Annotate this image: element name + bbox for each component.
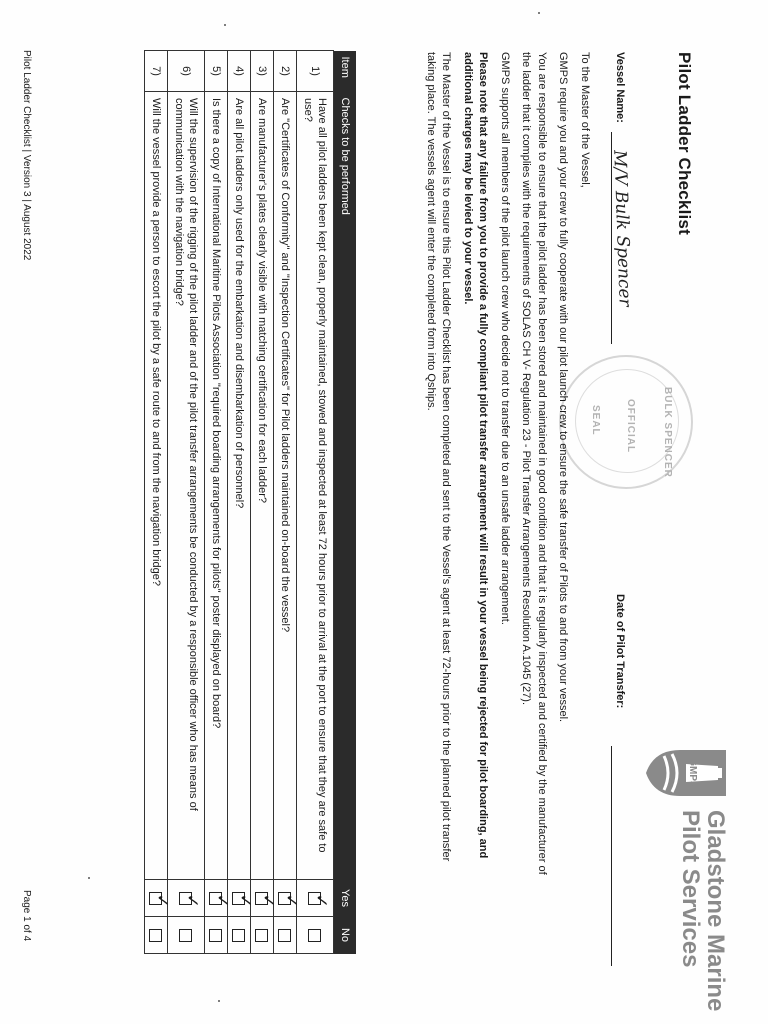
no-checkbox[interactable] — [278, 929, 291, 942]
checkmark-icon: ✓ — [258, 893, 279, 908]
item-number: 3) — [251, 51, 274, 92]
no-checkbox[interactable] — [209, 929, 222, 942]
item-number: 4) — [228, 51, 251, 92]
intro-paragraph: GMPS supports all members of the pilot launch crew who decide not to transfer due to an unsafe ladder arrangement. — [499, 52, 511, 625]
yes-checkbox[interactable] — [255, 892, 279, 908]
scan-speck — [538, 12, 540, 14]
checkmark-icon: ✓ — [235, 893, 256, 908]
yes-cell — [205, 880, 233, 917]
checkmark-icon: ✓ — [212, 893, 233, 908]
transfer-date-line — [611, 746, 612, 966]
gmps-logo — [626, 744, 736, 1012]
table-row — [274, 51, 297, 954]
table-row — [168, 51, 205, 954]
no-cell — [228, 917, 251, 954]
checklist-rows — [145, 51, 334, 954]
check-description: Are "Certificates of Conformity" and "Inspection Certificates" for Pilot ladders maintained on-board the vessel? — [274, 92, 297, 880]
page-number: Page 1 of 4 — [21, 890, 32, 942]
check-description: Are all pilot ladders only used for the embarkation and disembarkation of personnel? — [228, 92, 251, 880]
check-description: Are manufacturer's plates clearly visible with matching certification for each ladder? — [251, 92, 274, 880]
column-header-yes: Yes — [334, 880, 357, 917]
vessel-name-label: Vessel Name: — [614, 52, 626, 123]
yes-cell — [297, 880, 334, 917]
warning-paragraph: Please note that any failure from you to provide a fully compliant pilot transfer arrangement will result in your vessel being rejected for pilot boarding, and additional charges may be levied to your vessel. — [462, 52, 490, 859]
svg-text:GMPS: GMPS — [687, 758, 698, 788]
brand-name — [678, 810, 728, 1010]
intro-text — [417, 52, 593, 892]
scan-speck — [88, 877, 90, 879]
check-description: Will the supervision of the rigging of the pilot ladder and of the pilot transfer arrangements be conducted by a responsible officer who has means of communication with the navigation bridge? — [168, 92, 205, 880]
table-row — [228, 51, 251, 954]
scan-speck — [218, 1000, 220, 1002]
checkmark-icon: ✓ — [182, 893, 203, 908]
item-number: 7) — [145, 51, 168, 92]
yes-checkbox[interactable] — [278, 892, 302, 908]
table-header-row — [334, 51, 357, 954]
brand-line-1: Gladstone Marine — [702, 810, 729, 1012]
checklist-table — [144, 50, 356, 954]
no-cell — [168, 917, 205, 954]
table-row — [297, 51, 334, 954]
item-number: 1) — [297, 51, 334, 92]
yes-checkbox[interactable] — [232, 892, 256, 908]
transfer-date-label: Date of Pilot Transfer: — [614, 594, 626, 709]
no-cell — [274, 917, 297, 954]
page-title: Pilot Ladder Checklist — [675, 52, 694, 235]
yes-checkbox[interactable] — [179, 892, 203, 908]
vessel-name-value[interactable]: M/V Bulk Spencer — [609, 149, 635, 307]
checkmark-icon: ✓ — [311, 893, 332, 908]
checkmark-icon: ✓ — [281, 893, 302, 908]
intro-paragraph: You are responsible to ensure that the pilot ladder has been stored and maintained in good condition and that it is regularly inspected and certified by the manufacturer of the ladder that it complies with the requirements of SOLAS CH V- Regulation 23 - Pilot Transfer Arrangements Resolution A.1045 (27). — [520, 52, 548, 875]
no-checkbox[interactable] — [179, 929, 192, 942]
no-cell — [205, 917, 228, 954]
yes-checkbox[interactable] — [308, 892, 332, 908]
no-checkbox[interactable] — [255, 929, 268, 942]
item-number: 2) — [274, 51, 297, 92]
item-number: 5) — [205, 51, 228, 92]
no-cell — [251, 917, 274, 954]
no-checkbox[interactable] — [149, 929, 162, 942]
checkmark-icon: ✓ — [152, 893, 173, 908]
column-header-checks: Checks to be performed — [334, 92, 357, 880]
stamp-text: SEAL — [590, 405, 601, 436]
table-row — [205, 51, 228, 954]
stamp-text: BULK SPENCER — [662, 387, 673, 478]
check-description: Is there a copy of International Maritime Pilots Association "required boarding arrangements for pilots" poster displayed on board? — [205, 92, 228, 880]
column-header-item: Item — [334, 51, 357, 92]
yes-checkbox[interactable] — [209, 892, 233, 908]
salutation: To the Master of the Vessel, — [579, 52, 591, 188]
stamp-text: OFFICIAL — [625, 399, 636, 454]
footer-version: Pilot Ladder Checklist | Version 3 | August 2022 — [21, 50, 32, 261]
item-number: 6) — [168, 51, 205, 92]
no-cell — [297, 917, 334, 954]
intro-paragraph: The Master of the Vessel is to ensure this Pilot Ladder Checklist has been completed and sent to the Vessel's agent at least 72-hours prior to the planned pilot transfer taking place. The vessels agent will enter the completed form into Qships. — [425, 52, 453, 862]
yes-cell — [145, 880, 173, 917]
column-header-no: No — [334, 917, 357, 954]
yes-cell — [168, 880, 205, 917]
yes-checkbox[interactable] — [149, 892, 173, 908]
check-description: Have all pilot ladders been kept clean, properly maintained, stowed and inspected at least 72 hours prior to arrival at the port to ensure that they are safe to use? — [297, 92, 334, 880]
no-checkbox[interactable] — [308, 929, 321, 942]
brand-line-2: Pilot Services — [677, 810, 704, 968]
table-row — [145, 51, 168, 954]
lighthouse-shield-icon — [644, 744, 730, 802]
scan-speck — [224, 24, 226, 26]
check-description: Will the vessel provide a person to escort the pilot by a safe route to and from the navigation bridge? — [145, 92, 168, 880]
no-cell — [145, 917, 168, 954]
no-checkbox[interactable] — [232, 929, 245, 942]
intro-paragraph: GMPS require you and your crew to fully cooperate with our pilot launch crew to ensure the safe transfer of Pilots to and from your vessel. — [557, 52, 570, 723]
table-row — [251, 51, 274, 954]
